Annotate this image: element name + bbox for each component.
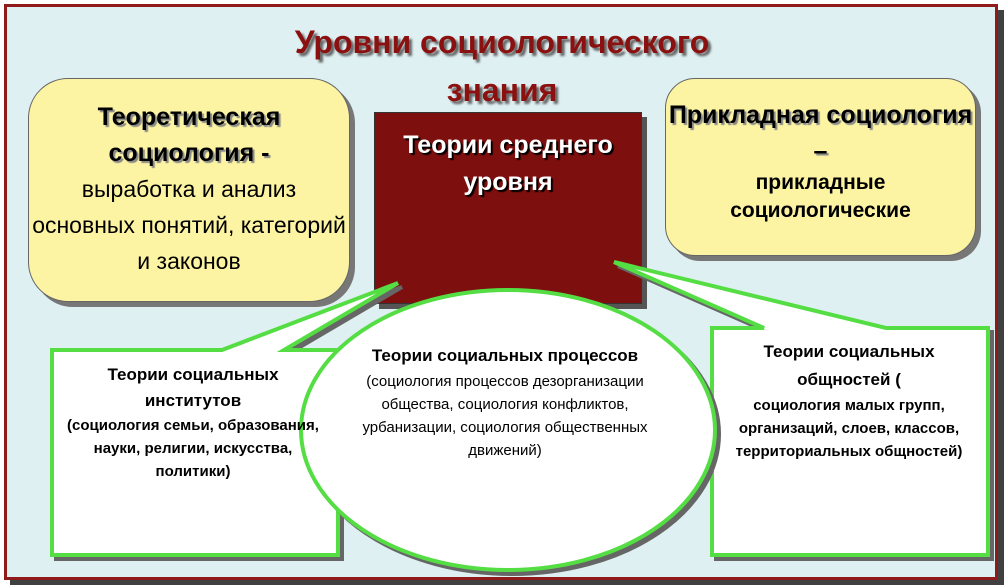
institutions-text bbox=[58, 362, 328, 483]
processes-description: (социология процессов дезорганизации общества, социология конфликтов, урбанизации, социология общественных движений) bbox=[362, 373, 648, 459]
applied-description: прикладные социологические bbox=[730, 171, 911, 222]
communities-heading: Теории социальных общностей ( bbox=[763, 342, 935, 389]
institutions-heading: Теории социальных институтов bbox=[107, 365, 279, 410]
middle-level-text: Теории среднего уровня bbox=[403, 131, 613, 196]
theoretical-description: выработка и анализ основных понятий, категорий и законов bbox=[32, 176, 346, 274]
processes-text bbox=[360, 342, 650, 462]
communities-text bbox=[724, 338, 974, 463]
title-line-2: знания bbox=[446, 72, 558, 108]
institutions-description: (социология семьи, образования, науки, религии, искусства, политики) bbox=[67, 417, 319, 480]
title-line-1: Уровни социологического bbox=[294, 24, 710, 60]
communities-description: социология малых групп, организаций, слоев, классов, территориальных общностей) bbox=[735, 397, 963, 460]
theoretical-heading: Теоретическая социология - bbox=[97, 103, 281, 167]
processes-heading: Теории социальных процессов bbox=[371, 346, 639, 365]
applied-heading: Прикладная социология – bbox=[668, 101, 973, 165]
